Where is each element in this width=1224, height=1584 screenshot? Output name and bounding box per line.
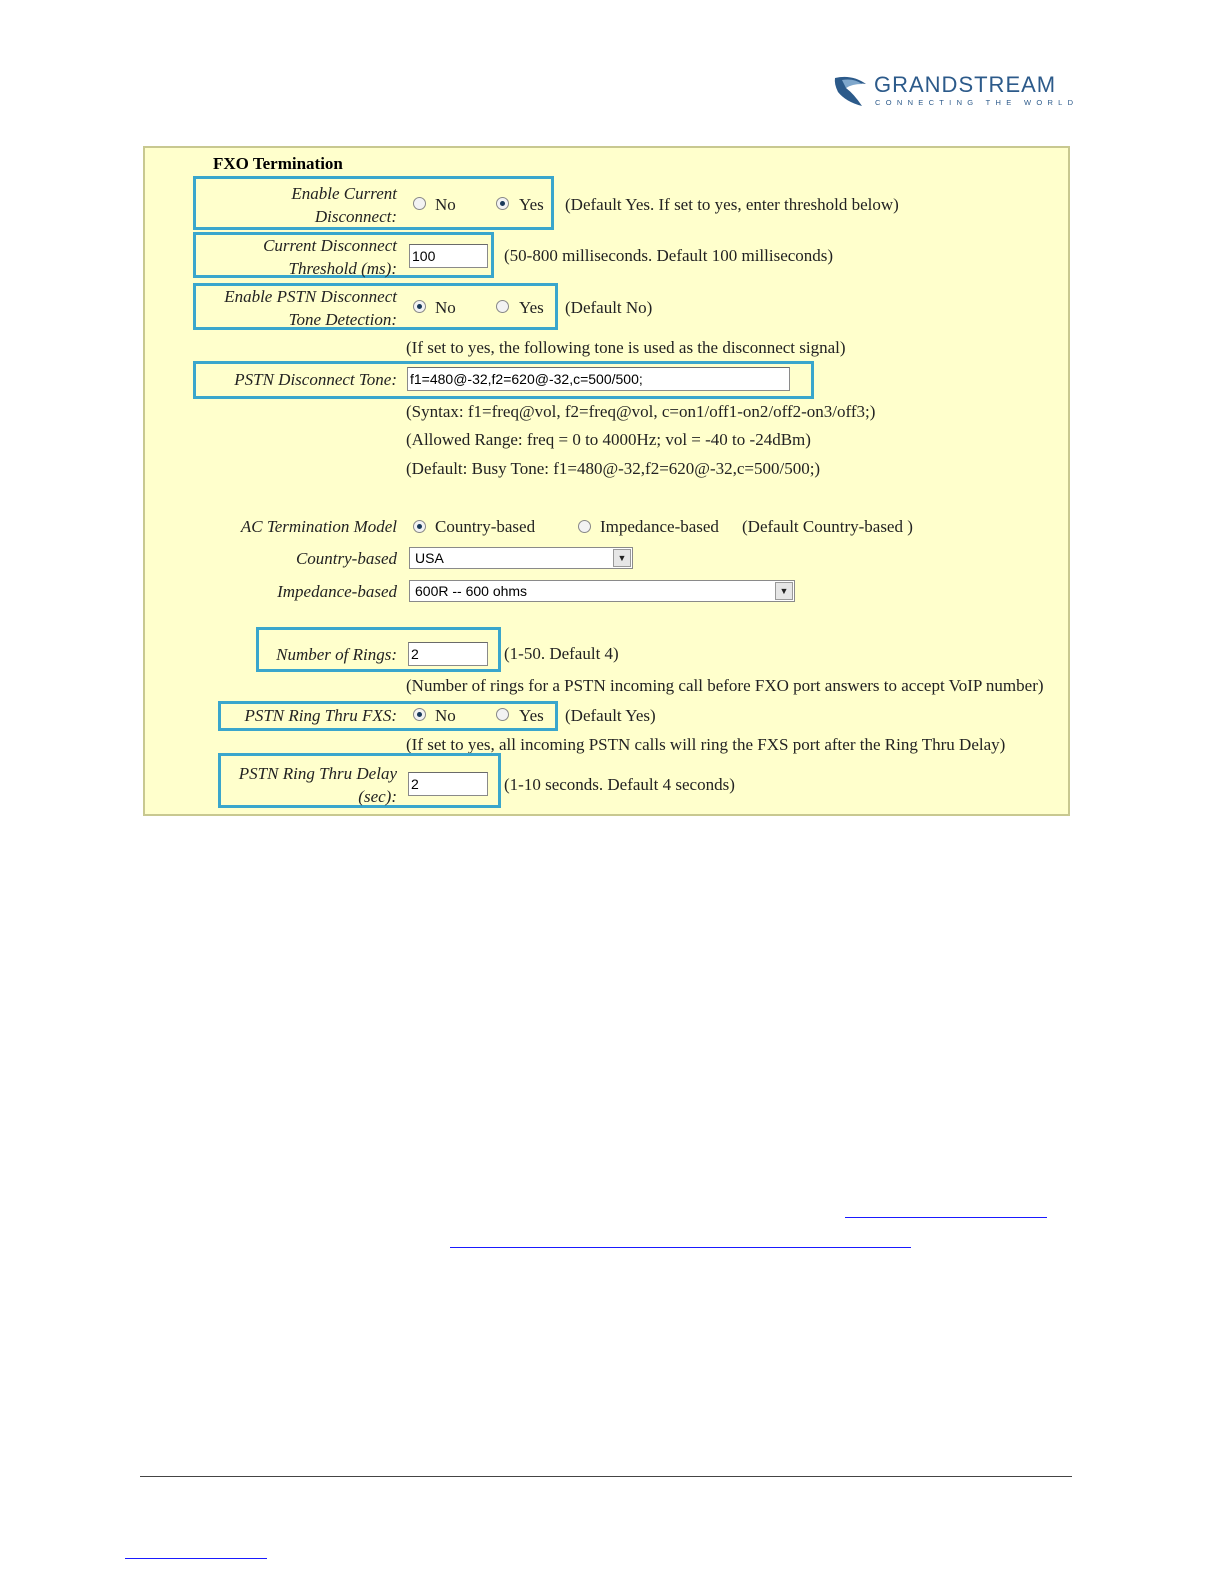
radio-pstn-disconnect-no[interactable]	[413, 300, 426, 313]
label-number-of-rings: Number of Rings:	[276, 645, 397, 664]
label-enable-current-disconnect: Enable Current Disconnect:	[291, 184, 397, 226]
threshold-input[interactable]: 100	[409, 244, 488, 268]
label-current-disconnect-threshold: Current Disconnect Threshold (ms):	[263, 236, 397, 278]
radio-pstn-disconnect-yes[interactable]	[496, 300, 509, 313]
label-impedance-based: Impedance-based	[277, 582, 397, 601]
grandstream-swoosh-icon	[832, 72, 870, 110]
note-pstn-disconnect: (Default No)	[565, 298, 653, 317]
radio-label-no: No	[435, 298, 456, 317]
country-based-value: USA	[415, 550, 444, 566]
note-ring-thru-delay: (1-10 seconds. Default 4 seconds)	[504, 775, 735, 794]
footer-divider	[140, 1476, 1072, 1477]
note-ring-thru-fxs-detail: (If set to yes, all incoming PSTN calls will ring the FXS port after the Ring Thru Delay)	[406, 735, 1006, 754]
impedance-based-value: 600R -- 600 ohms	[415, 583, 528, 599]
link-underline[interactable]	[450, 1247, 911, 1248]
grandstream-logo	[832, 70, 1079, 114]
note-ac-termination: (Default Country-based )	[742, 517, 913, 536]
number-of-rings-input[interactable]: 2	[408, 642, 488, 666]
note-number-of-rings: (1-50. Default 4)	[504, 644, 619, 663]
radio-ring-thru-fxs-yes[interactable]	[496, 708, 509, 721]
note-current-disconnect: (Default Yes. If set to yes, enter threshold below)	[565, 195, 899, 214]
radio-current-disconnect-yes[interactable]	[496, 197, 509, 210]
logo-tagline: CONNECTING THE WORLD	[875, 98, 1079, 107]
note-tone-range: (Allowed Range: freq = 0 to 4000Hz; vol = -40 to -24dBm)	[406, 430, 811, 449]
radio-label-country-based: Country-based	[435, 517, 536, 536]
country-based-select[interactable]	[409, 547, 633, 569]
note-pstn-disconnect-detail: (If set to yes, the following tone is used as the disconnect signal)	[406, 338, 846, 357]
impedance-based-select[interactable]	[409, 580, 795, 602]
pstn-disconnect-tone-input[interactable]: f1=480@-32,f2=620@-32,c=500/500;	[407, 367, 790, 391]
note-tone-default: (Default: Busy Tone: f1=480@-32,f2=620@-32,c=500/500;)	[406, 459, 821, 478]
label-pstn-ring-thru-delay: PSTN Ring Thru Delay (sec):	[238, 764, 397, 806]
radio-label-yes: Yes	[519, 195, 544, 214]
section-title: FXO Termination	[213, 154, 343, 173]
label-pstn-ring-thru-fxs: PSTN Ring Thru FXS:	[244, 706, 397, 725]
radio-label-impedance-based: Impedance-based	[600, 517, 719, 536]
label-enable-pstn-disconnect: Enable PSTN Disconnect Tone Detection:	[224, 287, 397, 329]
note-ring-thru-fxs: (Default Yes)	[565, 706, 656, 725]
radio-ac-impedance-based[interactable]	[578, 520, 591, 533]
label-ac-termination-model: AC Termination Model	[240, 517, 397, 536]
chevron-down-icon[interactable]: ▼	[613, 549, 631, 567]
note-threshold: (50-800 milliseconds. Default 100 milliseconds)	[504, 246, 834, 265]
radio-current-disconnect-no[interactable]	[413, 197, 426, 210]
logo-brand: GRANDSTREAM	[874, 72, 1057, 97]
radio-label-no: No	[435, 706, 456, 725]
footer-link-underline[interactable]	[125, 1558, 267, 1559]
label-pstn-disconnect-tone: PSTN Disconnect Tone:	[234, 370, 397, 389]
radio-label-yes: Yes	[519, 298, 544, 317]
ring-thru-delay-input[interactable]: 2	[408, 772, 488, 796]
note-tone-syntax: (Syntax: f1=freq@vol, f2=freq@vol, c=on1/off1-on2/off2-on3/off3;)	[406, 402, 876, 421]
radio-label-no: No	[435, 195, 456, 214]
radio-label-yes: Yes	[519, 706, 544, 725]
chevron-down-icon[interactable]: ▼	[775, 582, 793, 600]
note-number-of-rings-detail: (Number of rings for a PSTN incoming call before FXO port answers to accept VoIP number)	[406, 676, 1044, 695]
link-underline[interactable]	[845, 1217, 1047, 1218]
radio-ring-thru-fxs-no[interactable]	[413, 708, 426, 721]
radio-ac-country-based[interactable]	[413, 520, 426, 533]
label-country-based: Country-based	[295, 549, 397, 568]
